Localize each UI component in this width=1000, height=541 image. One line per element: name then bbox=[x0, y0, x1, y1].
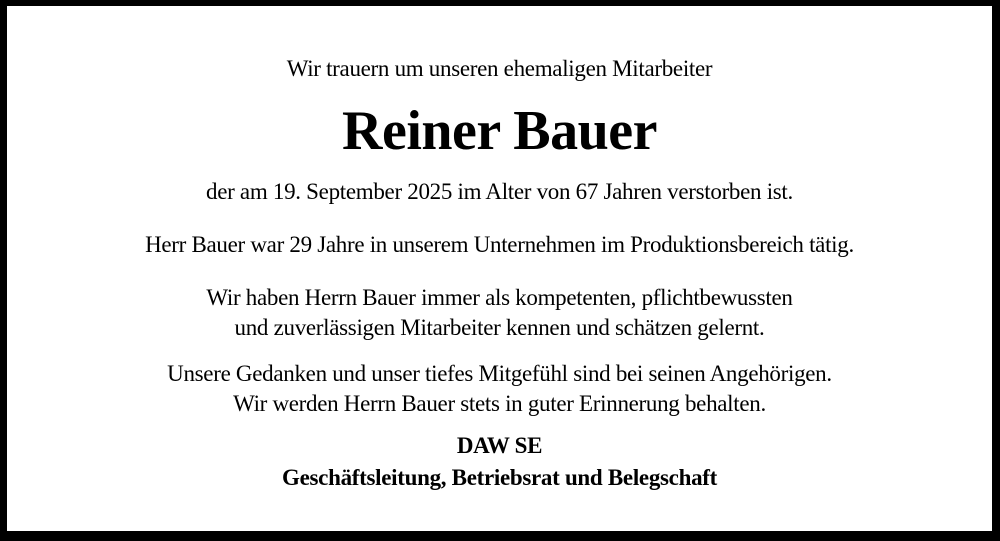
condolence-line-2: Wir werden Herrn Bauer stets in guter Erinnerung behalten. bbox=[233, 391, 766, 416]
signatories-line: Geschäftsleitung, Betriebsrat und Belegschaft bbox=[282, 465, 717, 490]
obituary-page bbox=[7, 6, 992, 531]
death-date-line: der am 19. September 2025 im Alter von 67 Jahren verstorben ist. bbox=[206, 179, 793, 204]
obituary-content bbox=[7, 54, 992, 494]
service-history-line: Herr Bauer war 29 Jahre in unserem Unternehmen im Produktionsbereich tätig. bbox=[145, 232, 854, 257]
company-name: DAW SE bbox=[456, 433, 543, 458]
signoff-block bbox=[7, 430, 992, 494]
tribute-line-2: und zuverlässigen Mitarbeiter kennen und schätzen gelernt. bbox=[234, 315, 765, 340]
condolence-line-1: Unsere Gedanken und unser tiefes Mitgefühl sind bei seinen Angehörigen. bbox=[167, 361, 832, 386]
tribute-line-1: Wir haben Herrn Bauer immer als kompetenten, pflichtbewussten bbox=[206, 285, 793, 310]
tribute-paragraph bbox=[7, 283, 992, 343]
condolence-paragraph bbox=[7, 359, 992, 419]
intro-line: Wir trauern um unseren ehemaligen Mitarbeiter bbox=[286, 56, 713, 81]
deceased-name: Reiner Bauer bbox=[342, 100, 657, 162]
